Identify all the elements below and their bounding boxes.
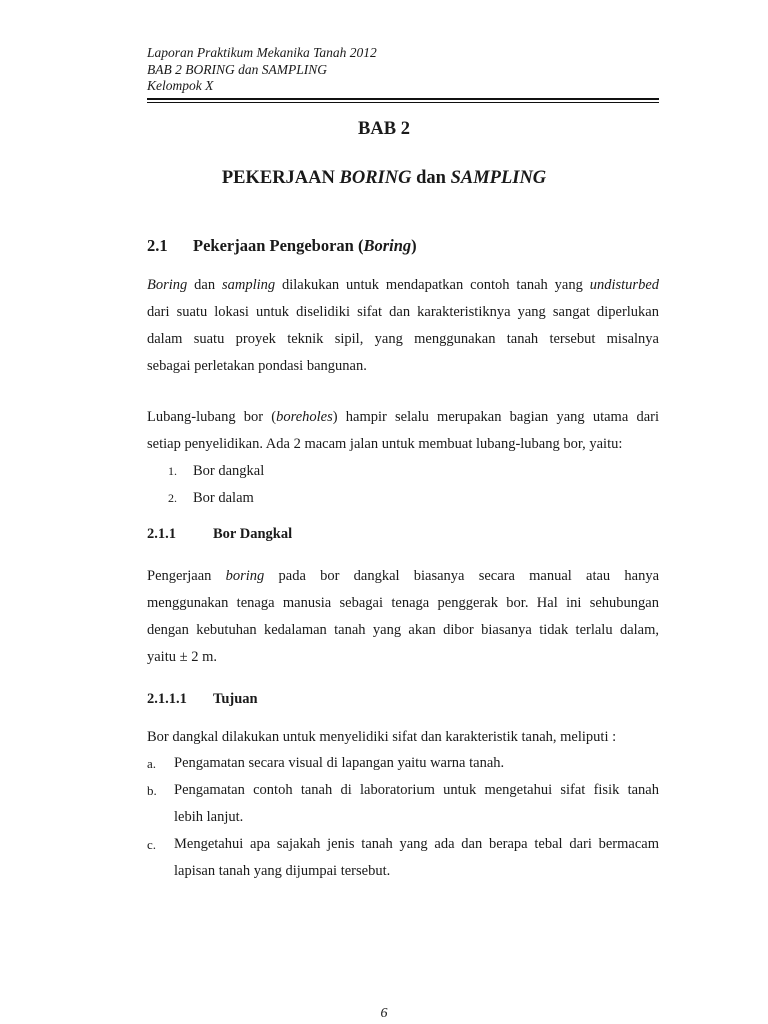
chapter-title-part: dan [411, 168, 451, 188]
list-item-text: Bor dangkal [193, 463, 265, 479]
italic-term: boreholes [276, 409, 333, 425]
list-item-text [174, 750, 659, 777]
paragraph-line: dari suatu lokasi untuk diselidiki sifat dan karakteristiknya yang sangat diperlukan [147, 304, 659, 320]
list-line: Pengamatan contoh tanah di laboratorium untuk mengetahui sifat fisik tanah [174, 782, 659, 798]
list-line: lapisan tanah yang dijumpai tersebut. [174, 863, 391, 879]
paragraph-line: yaitu ± 2 m. [147, 649, 217, 665]
text-run: Pengerjaan [147, 568, 226, 584]
paragraph-line: setiap penyelidikan. Ada 2 macam jalan untuk membuat lubang-lubang bor, yaitu: [147, 436, 623, 452]
text-run: pada bor dangkal biasanya secara manual atau hanya [264, 568, 660, 584]
list-number: 2. [168, 491, 177, 505]
header-group: Kelompok X [147, 78, 214, 93]
header-rule-thick [147, 98, 659, 100]
list-line: Pengamatan secara visual di lapangan yaitu warna tanah. [174, 755, 505, 771]
section-title: Bor Dangkal [213, 526, 293, 542]
paragraph-line: menggunakan tenaga manusia sebagai tenaga penggerak bor. Hal ini sehubungan [147, 595, 659, 611]
section-title-part: ) [411, 236, 417, 255]
section-number: 2.1.1 [147, 526, 176, 542]
paragraph-line [147, 272, 659, 299]
chapter-title-italic-boring: BORING [339, 168, 412, 188]
paragraph-bor-dangkal [147, 563, 659, 671]
list-item [168, 485, 264, 512]
header-chapter: BAB 2 BORING dan SAMPLING [147, 61, 327, 77]
text-run: dan [187, 277, 222, 293]
text-run: dilakukan untuk mendapatkan contoh tanah yang [275, 277, 590, 293]
chapter-label: BAB 2 [358, 119, 410, 139]
list-marker: a. [147, 756, 157, 771]
chapter-title-part: PEKERJAAN [221, 168, 340, 188]
list-line: Mengetahui apa sajakah jenis tanah yang ada dan berapa tebal dari bermacam [174, 836, 659, 852]
list-line: lebih lanjut. [174, 809, 244, 825]
chapter-title [0, 168, 768, 189]
running-header [147, 45, 659, 95]
paragraph-tujuan [147, 724, 659, 751]
italic-term: undisturbed [589, 277, 660, 293]
header-report-title: Laporan Praktikum Mekanika Tanah 2012 [147, 45, 377, 60]
list-item-text [174, 777, 659, 831]
list-item [147, 750, 659, 777]
paragraph-line [147, 563, 659, 590]
list-number: 1. [168, 464, 177, 478]
chapter-title-italic-sampling: SAMPLING [450, 168, 547, 188]
list-item [147, 831, 659, 885]
paragraph-boring-intro [147, 272, 659, 380]
italic-term: boring [225, 568, 265, 584]
section-heading-2-1 [147, 236, 417, 256]
text-run: ) hampir selalu merupakan bagian yang utama dari [332, 409, 659, 425]
list-item-text: Bor dalam [193, 490, 254, 506]
paragraph-line [147, 404, 659, 431]
header-rule-thin [147, 102, 659, 103]
bor-types-list [168, 458, 264, 512]
paragraph-line: sebagai perletakan pondasi bangunan. [147, 358, 367, 374]
list-marker: c. [147, 837, 157, 852]
section-heading-2-1-1 [147, 526, 292, 543]
paragraph-line: dengan kebutuhan kedalaman tanah yang akan dibor biasanya tidak terlalu dalam, [147, 622, 659, 638]
paragraph-line: Bor dangkal dilakukan untuk menyelidiki sifat dan karakteristik tanah, meliputi : [147, 729, 617, 745]
section-heading-2-1-1-1 [147, 691, 258, 708]
section-title: Tujuan [213, 691, 258, 707]
italic-term: Boring [147, 277, 188, 293]
section-title-part: Pekerjaan Pengeboran ( [193, 236, 364, 255]
section-number: 2.1.1.1 [147, 691, 187, 707]
list-item-text [174, 831, 659, 885]
paragraph-boreholes [147, 404, 659, 458]
section-number: 2.1 [147, 236, 168, 255]
italic-term: sampling [221, 277, 276, 293]
list-item [168, 458, 264, 485]
list-marker: b. [147, 783, 157, 798]
tujuan-list [147, 750, 659, 885]
page-number: 6 [380, 1006, 388, 1021]
text-run: Lubang-lubang bor ( [147, 409, 277, 425]
list-item [147, 777, 659, 831]
paragraph-line: dalam suatu proyek teknik sipil, yang menggunakan tanah tersebut misalnya [147, 331, 659, 347]
section-title-italic: Boring [363, 236, 412, 255]
